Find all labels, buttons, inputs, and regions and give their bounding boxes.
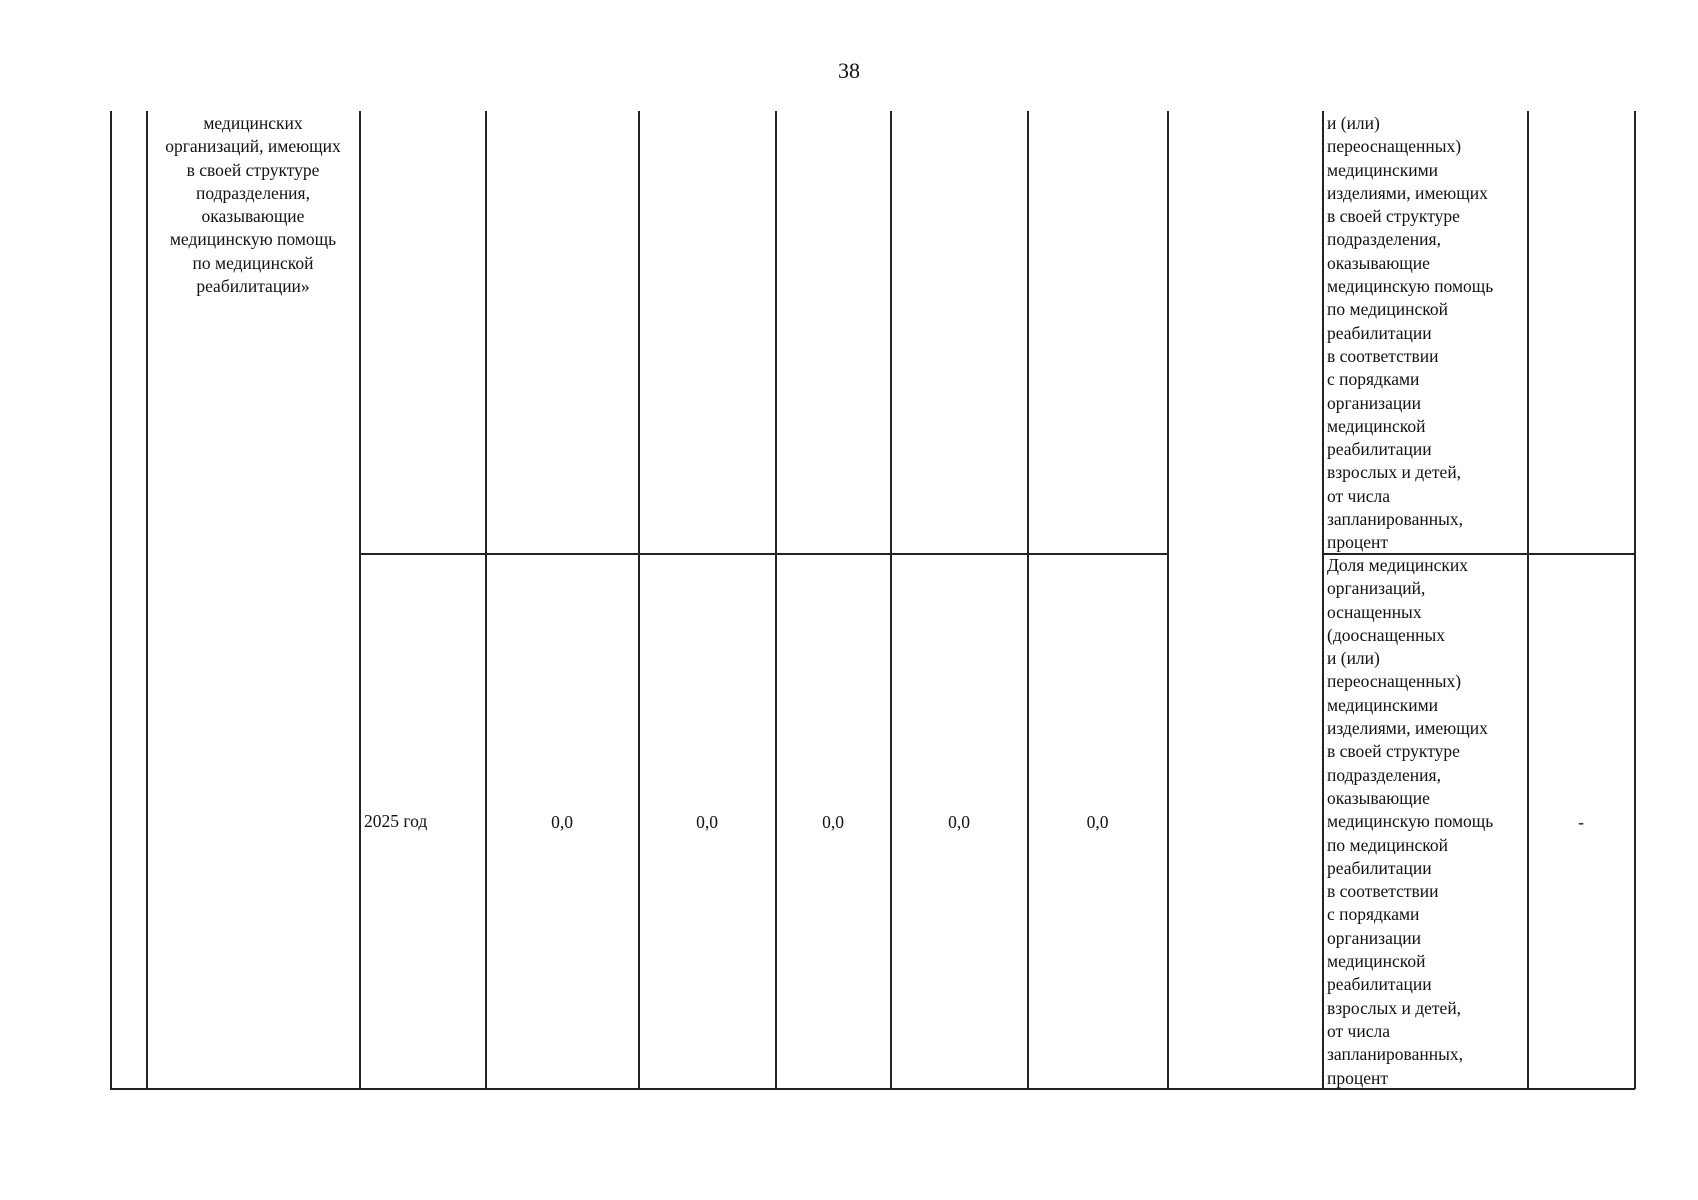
table-vline: [1634, 111, 1636, 1089]
page-number: 38: [838, 58, 860, 83]
table-vline: [1527, 111, 1529, 1089]
value-cell-2: 0,0: [696, 812, 718, 832]
table-vline: [1027, 111, 1029, 1089]
table-vline: [146, 111, 148, 1089]
value-cell-5: 0,0: [1086, 812, 1109, 832]
indicator-cell-top: и (или) переоснащенных) медицинскими изделиями, имеющих в своей структуре подразделения, оказывающие медицинскую помощь по медицинской реабилитации в соответствии с порядками организации медицинской реабилитации взрослых и детей, от числа запланированных, процент: [1327, 113, 1494, 553]
table-vline: [110, 111, 112, 1089]
value-cell-4: 0,0: [948, 812, 970, 832]
table-vline: [359, 111, 361, 1089]
value-cell-1: 0,0: [551, 812, 573, 832]
table-row-separator: [359, 553, 1168, 555]
table-vline: [1167, 111, 1169, 1089]
year-cell: 2025 год: [364, 811, 428, 831]
indicator-cell-bottom: Доля медицинских организаций, оснащенных (дооснащенных и (или) переоснащенных) медицинскими изделиями, имеющих в своей структуре подразделения, оказывающие медицинскую помощь по медицинской реабилитации в соответствии с порядками организации медицинской реабилитации взрослых и детей, от числа запланированных, процент: [1327, 555, 1494, 1088]
table-vline: [775, 111, 777, 1089]
table-vline: [890, 111, 892, 1089]
table-vline: [1322, 111, 1324, 1089]
value-cell-3: 0,0: [822, 812, 844, 832]
last-value-cell: -: [1578, 812, 1584, 832]
table-vline: [638, 111, 640, 1089]
table-vline: [485, 111, 487, 1089]
event-description-cell: медицинских организаций, имеющих в своей структуре подразделения, оказывающие медицинскую помощь по медицинской реабилитации»: [165, 113, 341, 297]
